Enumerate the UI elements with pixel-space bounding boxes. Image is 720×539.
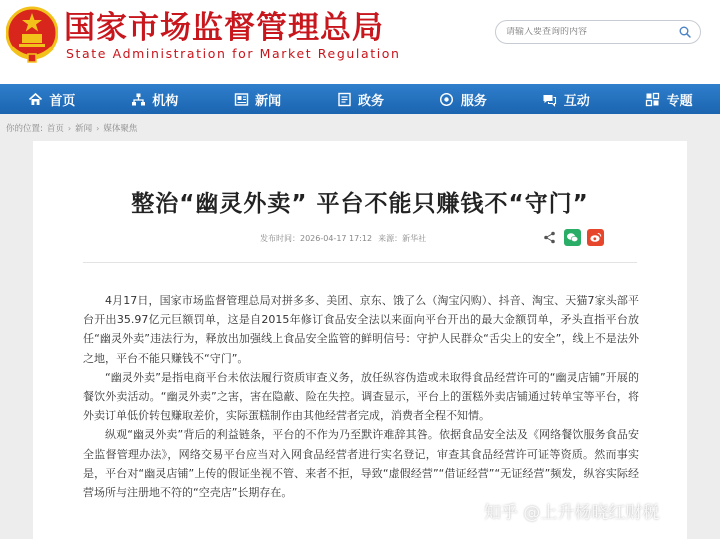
site-title[interactable]: 国家市场监督管理总局 <box>64 10 384 46</box>
gov-affairs-icon <box>336 91 352 107</box>
nav-item-org[interactable] <box>103 84 206 114</box>
article-source: 新华社 <box>402 234 427 243</box>
published-time: 2026-04-17 17:12 <box>300 234 373 243</box>
article-title: 整治“幽灵外卖” 平台不能只赚钱不“守门” <box>131 191 589 217</box>
breadcrumb-prefix: 你的位置: <box>6 124 43 134</box>
nav-item-label: 新闻 <box>255 93 282 109</box>
share-bar <box>541 229 604 246</box>
site-header <box>0 0 720 84</box>
breadcrumb-item-media[interactable]: 媒体聚焦 <box>103 124 138 134</box>
breadcrumb-item-home[interactable]: 首页 <box>46 124 64 134</box>
interact-icon <box>542 91 558 107</box>
news-icon <box>233 91 249 107</box>
breadcrumb-item-news[interactable]: 新闻 <box>75 124 93 134</box>
home-icon <box>27 91 43 107</box>
breadcrumb-separator-icon: › <box>67 123 72 133</box>
share-icon[interactable] <box>541 229 558 246</box>
national-emblem-icon[interactable] <box>6 6 58 64</box>
nav-item-label: 互动 <box>563 93 590 109</box>
breadcrumb <box>6 122 137 134</box>
article-panel <box>33 141 687 539</box>
nav-item-label: 服务 <box>460 93 487 109</box>
nav-item-label: 政务 <box>358 93 385 109</box>
search-box[interactable] <box>495 20 701 44</box>
nav-item-label: 机构 <box>152 93 179 109</box>
nav-item-interact[interactable] <box>514 84 617 114</box>
nav-item-news[interactable] <box>206 84 309 114</box>
wechat-icon[interactable] <box>564 229 581 246</box>
nav-item-topic[interactable] <box>617 84 720 114</box>
title-divider <box>83 262 637 263</box>
nav-item-label: 首页 <box>49 93 76 109</box>
source-label: 来源： <box>378 234 403 243</box>
search-icon[interactable] <box>678 25 692 39</box>
service-icon <box>439 91 455 107</box>
nav-item-home[interactable] <box>0 84 103 114</box>
search-input[interactable] <box>506 27 678 37</box>
article-paragraph: “幽灵外卖”是指电商平台未依法履行资质审查义务，放任纵容伪造或未取得食品经营许可的“幽灵店铺”开展的餐饮外卖活动。“幽灵外卖”之害，害在隐蔽、险在失控。调查显示，平台上的蛋糕外卖店铺通过转单宝等平台，将外卖订单低价转包赚取差价，实际蛋糕制作由其他经营者完成，消费者全程不知情。 <box>83 370 639 423</box>
weibo-icon[interactable] <box>587 229 604 246</box>
nav-item-gov-affairs[interactable] <box>309 84 412 114</box>
article-body <box>83 291 639 502</box>
published-label: 发布时间： <box>260 234 300 243</box>
topic-icon <box>645 91 661 107</box>
org-icon <box>130 91 146 107</box>
article-paragraph: 纵观“幽灵外卖”背后的利益链条，平台的不作为乃至默许难辞其咎。依据食品安全法及《网络餐饮服务食品安全监督管理办法》，网络交易平台应当对入网食品经营者进行实名登记，审查其食品经营许可证等资质。然而事实是，平台对“幽灵店铺”上传的假证坐视不管、来者不拒，导致“虚假经营”“借证经营”“无证经营”频发，纵容实际经营场所与注册地不符的“空壳店”长期存在。 <box>83 428 639 500</box>
nav-item-service[interactable] <box>411 84 514 114</box>
article-meta <box>260 233 426 244</box>
zhihu-watermark: 知乎 @上升杨晓红财税 <box>484 503 660 523</box>
breadcrumb-separator-icon: › <box>96 123 100 133</box>
nav-item-label: 专题 <box>666 93 693 109</box>
article-paragraph: 4月17日，国家市场监督管理总局对拼多多、美团、京东、饿了么（淘宝闪购）、抖音、淘宝、天猫7家头部平台开出35.97亿元巨额罚单，这是自2015年修订食品安全法以来面向平台开出的最大金额罚单，矛头直指平台放任“幽灵外卖”违法行为，释放出加强线上食品安全监管的鲜明信号：守护人民群众“舌尖上的安全”，线上不是法外之地，平台不能只赚钱不“守门”。 <box>83 294 639 365</box>
site-title-en: State Administration for Market Regulation <box>66 46 401 61</box>
main-nav <box>0 84 720 114</box>
